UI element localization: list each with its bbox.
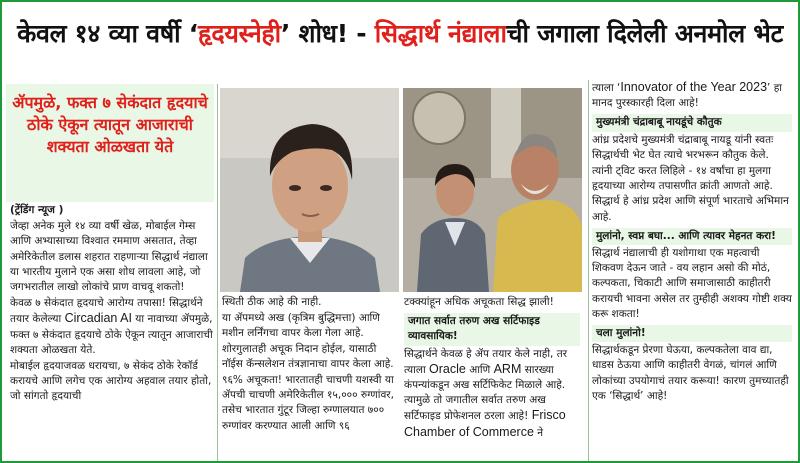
- left-column: [10, 203, 216, 461]
- paragraph: सिद्धार्थकडून प्रेरणा घेऊया, कल्पकतेला वाव द्या, धाडस ठेऊया आणि काहीतरी वेगळं, चांगलं आणि लोकांच्या उपयोगाचं तयार करूया! कारण तुमच्यातही एक ‘सिद्धार्थ’ आहे!: [592, 344, 789, 402]
- headline-part-4: सिद्धार्थ नंद्याला: [374, 19, 507, 48]
- paragraph: ९६% अचूकता! भारतातही चाचणी यशस्वी या ॲपची चाचणी अमेरिकेतील १५,००० रुग्णांवर, तसेच भारतात गुंटूर जिल्हा रुग्णालयात ७०० रुग्णांवर करण्यात आली आणि ९६: [222, 374, 394, 432]
- paragraph: या ॲपमध्ये अख (कृत्रिम बुद्धिमत्ता) आणि मशीन लर्निंगचा वापर केला गेला आहे. शोरगुलातही अचूक निदान होईल, यासाठी नॉईस कॅन्सलेशन तंत्रज्ञानाचा वापर केला आहे.: [222, 312, 394, 370]
- headline-part-1: केवल १४ व्या वर्षी ‘: [17, 19, 198, 48]
- paragraph: सिद्धार्थ नंद्यालाची ही यशोगाथा एक महत्वाची शिकवण देऊन जाते - वय लहान असो की मोठं, कल्पकता, चिकाटी आणि समाजासाठी काहीतरी करायची भावना असेल तर तुम्हीही अशक्य गोष्टी शक्य करू शकता!: [592, 247, 792, 320]
- boy-with-cm-photo: [403, 88, 582, 292]
- paragraph: टक्क्यांहून अधिक अचूकता सिद्ध झाली!: [404, 296, 554, 308]
- paragraph: त्याला ‘Innovator of the Year 2023’ हा मानद पुरस्कारही दिला आहे!: [592, 80, 783, 110]
- column-divider: [217, 84, 218, 461]
- paragraph: सिद्धार्थने केवळ हे ॲप तयार केले नाही, तर त्याला Oracle आणि ARM सारख्या कंपन्यांकडून अख सर्टिफिकेट मिळाले आहे. त्यामुळे तो जगातील सर्वात तरुण अख सर्टिफाइड प्रोफेशनल ठरला आहे! Frisco Chamber of Commerce ने: [404, 347, 568, 439]
- boy-with-cm-image: [403, 88, 582, 292]
- section-heading: चला मुलांनो!: [592, 325, 792, 342]
- middle-column: [222, 295, 398, 461]
- section-heading: मुख्यमंत्री चंद्राबाबू नायडूंचे कौतुक: [592, 114, 792, 131]
- section-heading: जगात सर्वात तरुण अख सर्टिफाइड व्यावसायिक!: [404, 313, 580, 345]
- boy-portrait-image: [220, 88, 399, 292]
- news-source: (ट्रेंडिंग न्यूज ): [10, 204, 64, 216]
- subheadline: ॲपमुळे, फक्त ७ सेकंदात हृदयाचे ठोके ऐकून त्यातून आजाराची शक्यता ओळखता येते: [6, 84, 214, 202]
- paragraph: जेव्हा अनेक मुले १४ व्या वर्षी खेळ, मोबाईल गेम्स आणि अभ्यासाच्या विश्वात रममाण असतात, तेव्हा अमेरिकेतील डलास शहरात राहणाऱ्या सिद्धार्थ नंद्याला या भारतीय मुलाने एक असा शोध लावला आहे, जो जगभरातील लाखो लोकांचे प्राण वाचवू शकतो!: [10, 220, 208, 294]
- paragraph: मोबाईल हृदयाजवळ धरायचा, ७ सेकंद ठोके रेकॉर्ड करायचे आणि लगेच एक आरोग्य अहवाल तयार होतो, जो सांगतो हृदयाची: [10, 360, 212, 403]
- headline: [2, 2, 798, 72]
- column-divider: [588, 80, 589, 461]
- headline-part-3: ’ शोध! -: [280, 19, 375, 48]
- paragraph: स्थिती ठीक आहे की नाही.: [222, 296, 322, 308]
- paragraph: त्यांनी ट्विट करत लिहिले - १४ वर्षांचा हा मुलगा हृदयाच्या आरोग्य तपासणीत क्रांती आणतो आहे. सिद्धार्थ हे आंध्र प्रदेश आणि संपूर्ण भारताचे अभिमान आहे.: [592, 165, 789, 223]
- headline-part-2: हृदयस्नेही: [197, 19, 281, 48]
- paragraph: केवळ ७ सेकंदात हृदयाचे आरोग्य तपासा! सिद्धार्थने तयार केलेल्या Circadian AI या नावाच्या ॲपमुळे, फक्त ७ सेकंदात हृदयाचे ठोके ऐकून त्यातून आजाराची शक्यता ओळखता येते.: [10, 297, 213, 356]
- headline-part-5: ची जगाला दिलेली अनमोल भेट: [506, 19, 783, 48]
- boy-portrait-photo: [220, 88, 399, 292]
- section-heading: मुलांनो, स्वप्न बघा... आणि त्यावर मेहनत करा!: [592, 228, 792, 245]
- right-column: [592, 80, 792, 461]
- middle-column-2: [404, 295, 580, 461]
- paragraph: आंध्र प्रदेशचे मुख्यमंत्री चंद्राबाबू नायडू यांनी स्वतः सिद्धार्थची भेट घेत त्याचे भरभरून कौतुक केले.: [592, 133, 774, 161]
